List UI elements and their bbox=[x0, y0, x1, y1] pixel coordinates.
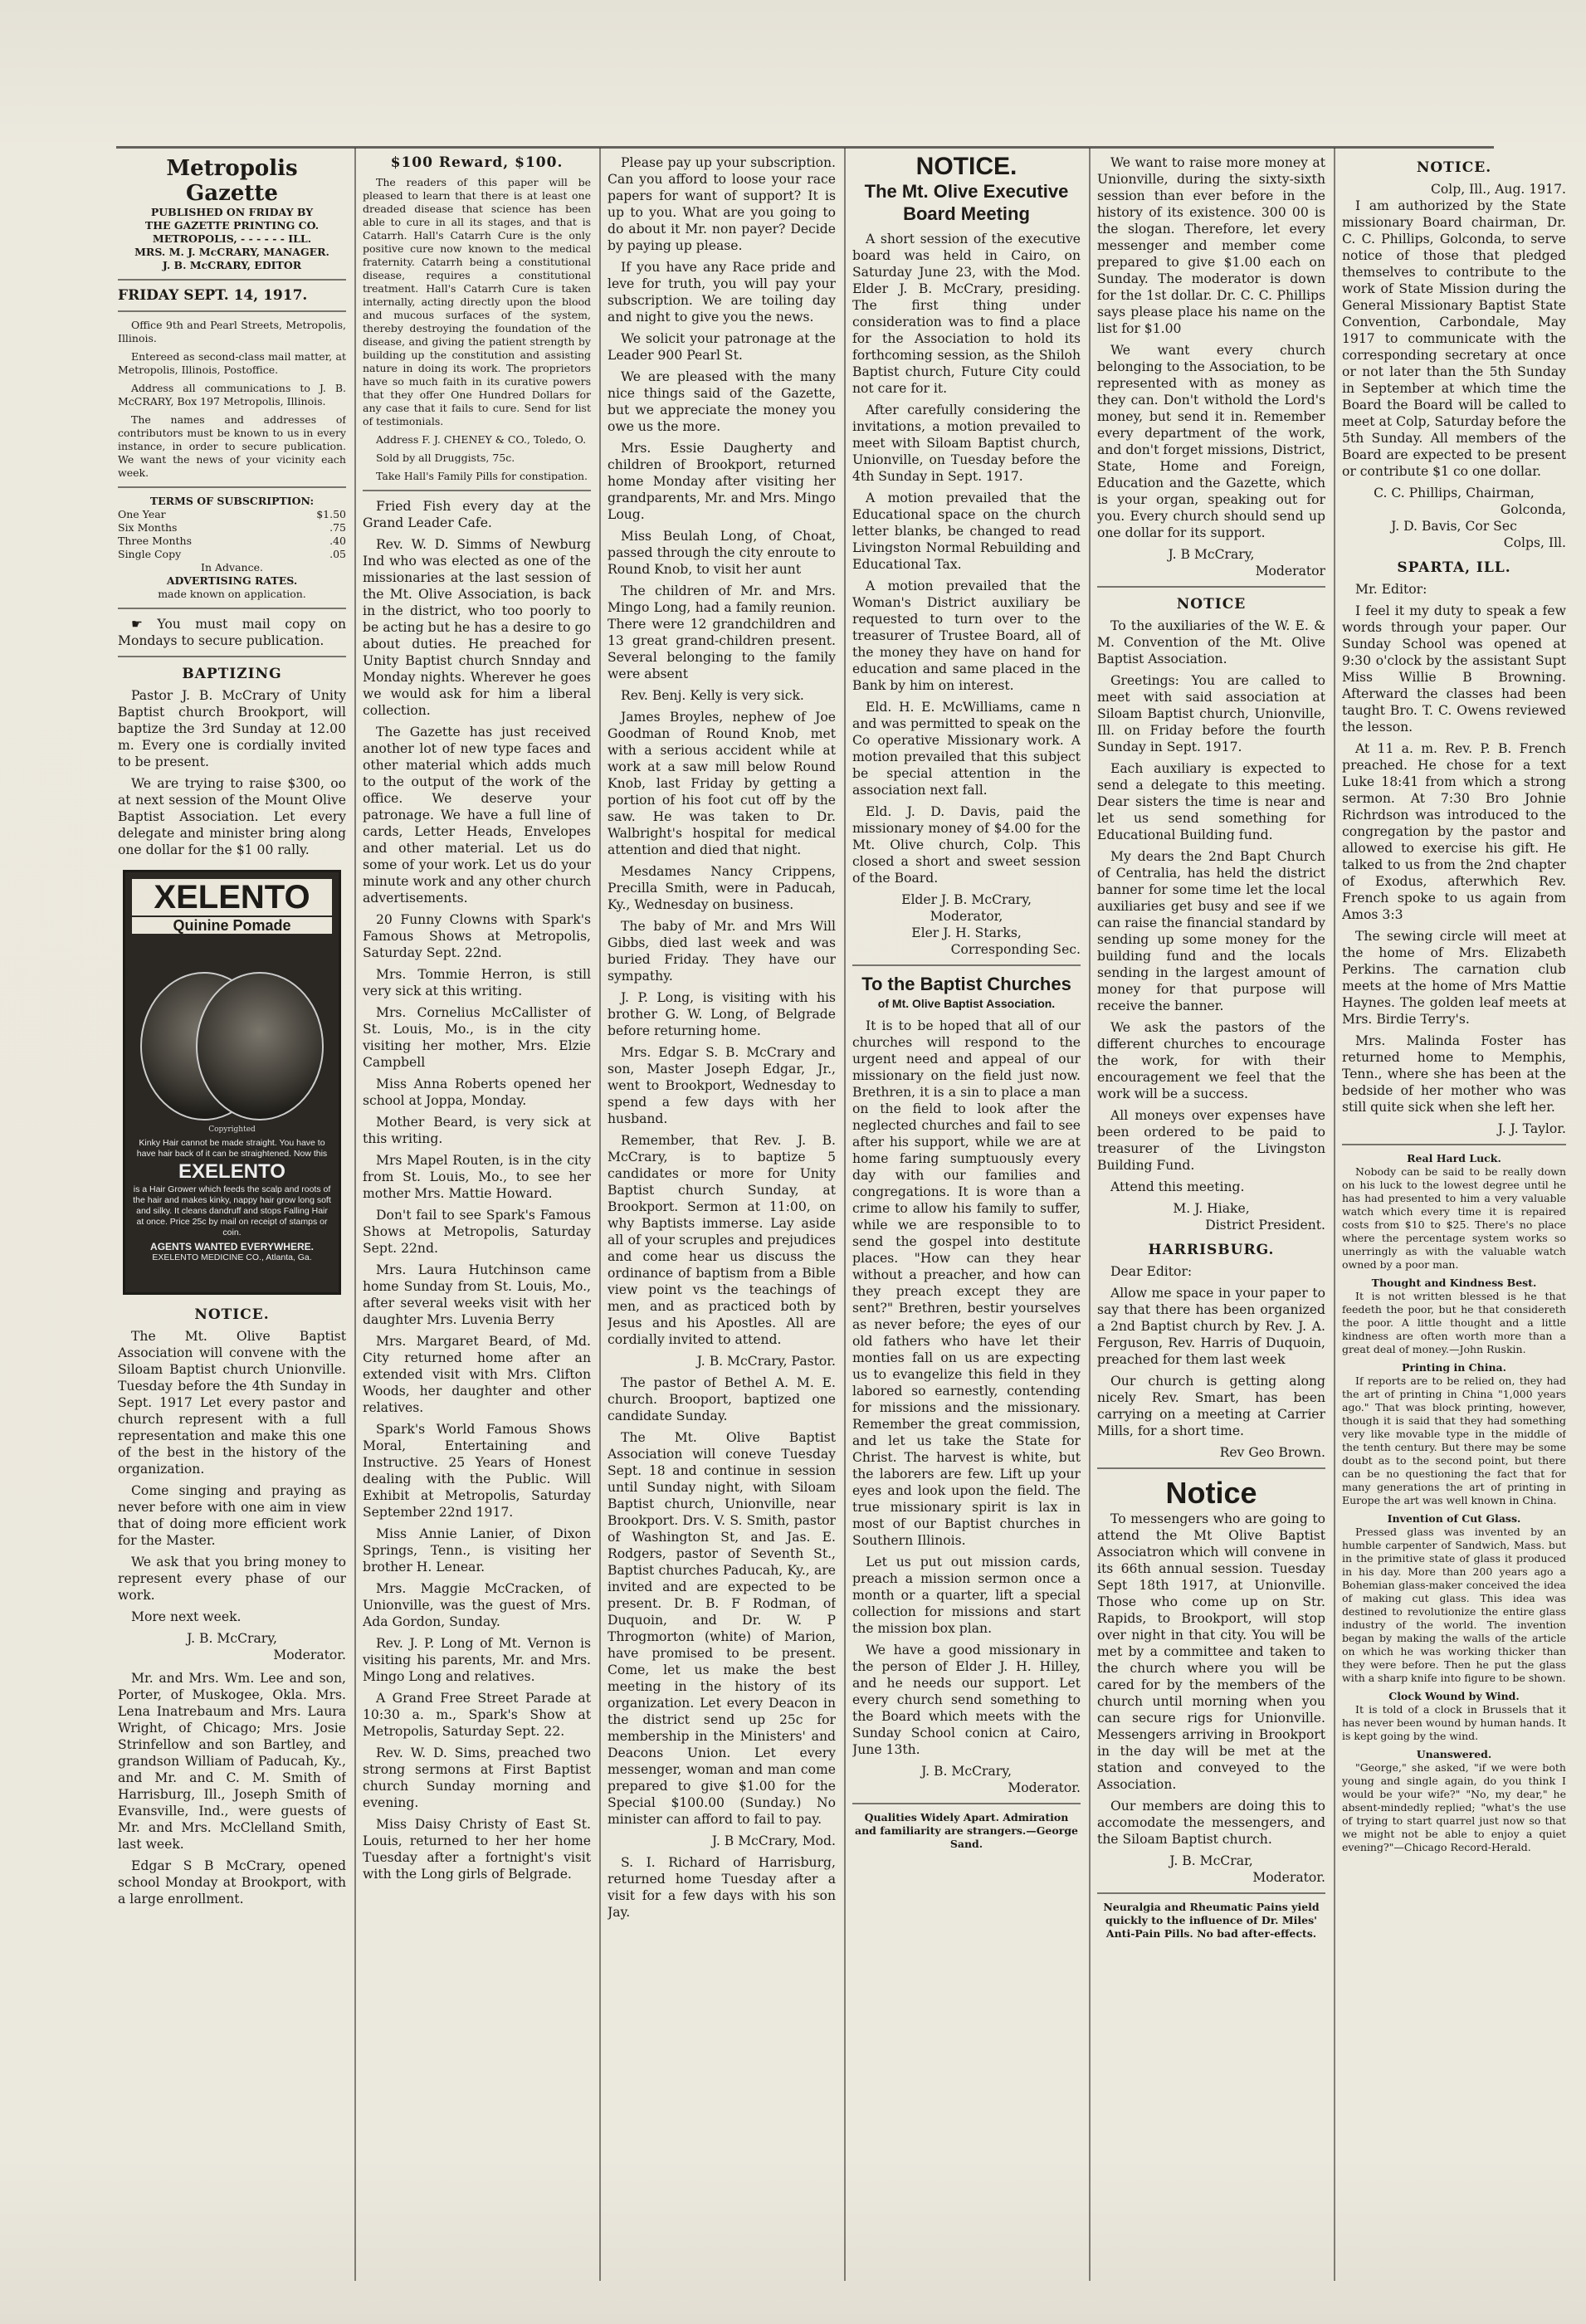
column-rule bbox=[599, 148, 601, 2281]
pointing-hand-icon: ☛ bbox=[131, 617, 158, 632]
quote: Qualities Widely Apart. Admiration and familiarity are strangers.—George Sand. bbox=[854, 1811, 1079, 1850]
paragraph: Miss Beulah Long, of Choat, passed through the city enroute to Round Knob, to visit her aunt bbox=[608, 529, 836, 577]
paragraph: Mrs. Maggie McCracken, of Unionville, was the guest of Mrs. Ada Gordon, Sunday. bbox=[363, 1581, 591, 1629]
paragraph: Sold by all Druggists, 75c. bbox=[376, 452, 515, 464]
divider bbox=[118, 486, 346, 488]
column-rule bbox=[354, 148, 356, 2281]
signature: Moderator. bbox=[273, 1648, 346, 1662]
dateline: Colp, Ill., Aug. 1917. bbox=[1430, 182, 1566, 197]
paragraph: We have a good missionary in the person of Elder J. H. Hilley, and he needs our support. Let every church send something to the Board which meets with the Sunday School conicn at Cairo, June 13th. bbox=[852, 1643, 1081, 1757]
notice-heading: NOTICE. bbox=[194, 1306, 270, 1323]
ad-company: EXELENTO MEDICINE CO., Atlanta, Ga. bbox=[152, 1252, 312, 1262]
terms-title: TERMS OF SUBSCRIPTION: bbox=[149, 495, 315, 507]
paragraph: Please pay up your subscription. Can you afford to loose your race papers for want of support? It is up to you. What are you going to do about it Mr. non payer? Decide by paying up please. bbox=[608, 155, 836, 253]
notice-heading: NOTICE bbox=[1176, 596, 1247, 613]
column-2 bbox=[363, 151, 591, 2276]
signature: J. B. McCrary, bbox=[187, 1631, 277, 1646]
reward-heading: $100 Reward, $100. bbox=[390, 154, 564, 171]
signature: Rev Geo Brown. bbox=[1219, 1445, 1325, 1460]
board-title-line2: Board Meeting bbox=[903, 203, 1030, 224]
masthead-line3: METROPOLIS, - - - - - - ILL. bbox=[152, 232, 312, 245]
paragraph: "George," she asked, "if we were both young and single again, do you think I would be your wife?" "No, my dear," he absent-mindedly replied; "what's the use of trying to start quarrel just now so that we might not be able to enjoy a quiet evening?"—Chicago Record-Herald. bbox=[1342, 1761, 1566, 1853]
paragraph: Edgar S B McCrary, opened school Monday at Brookport, with a large enrollment. bbox=[118, 1858, 346, 1907]
paragraph: It is to be hoped that all of our churches will respond to the urgent need and appeal of our missionary on the field just now. Brethren, it is a sin to place a man on the field to look after the neglected churches and fail to see after his support, while we are at home faring sumptuously every day with our families and congregations. It is wore than a crime to allow his family to suffer, while we are responsible to to send the gospel into destitute places. "How can they hear without a preacher, and how can they preach except they are sent?" Brethren, bestir yourselves as never before; the eyes of our old fathers who have let their monties fall on us are expecting us to evangelize this field in they labored so earnestly, contending for missions and the missionary. Remember the great commission, and let us take the State for Christ. The harvest is white, but the laborers are few. Lift up your eyes and look upon the field. The true missionary spirit is lax in most of our Baptist churches in Southern Illinois. bbox=[852, 1018, 1081, 1548]
signature: J. B. McCrary, bbox=[921, 1764, 1012, 1779]
column-rule bbox=[1089, 148, 1091, 2281]
column-3 bbox=[608, 151, 836, 2276]
xelento-advertisement bbox=[123, 870, 341, 1295]
paragraph: Mrs. Essie Daugherty and children of Brookport, returned home Monday after visiting her grandparents, Mr. and Mrs. Mingo Loug. bbox=[608, 441, 836, 522]
term-row: Six Months .75 bbox=[118, 521, 346, 534]
signature: Moderator bbox=[1255, 564, 1325, 579]
paragraph: Dear Editor: bbox=[1110, 1264, 1193, 1279]
contributors-note: The names and addresses of contributors must be known to us in every instance, in order to secure publication. We want the news of your vicinity each week. bbox=[118, 413, 346, 479]
paragraph: More next week. bbox=[131, 1609, 242, 1624]
paragraph: Mesdames Nancy Crippens, Precilla Smith, were in Paducah, Ky., Wednesday on business. bbox=[608, 864, 836, 912]
signature: M. J. Hiake, bbox=[1173, 1201, 1250, 1216]
baptist-churches-heading: To the Baptist Churches bbox=[861, 974, 1071, 994]
paragraph: Take Hall's Family Pills for constipation. bbox=[376, 470, 588, 482]
column-rule bbox=[844, 148, 846, 2281]
paragraph: Fried Fish every day at the Grand Leader Cafe. bbox=[363, 499, 591, 530]
paragraph: After carefully considering the invitations, a motion prevailed to meet with Siloam Baptist church, Unionville, on Tuesday before the 4th Sunday in Sept. 1917. bbox=[852, 403, 1081, 484]
top-rule bbox=[116, 146, 1494, 149]
ad-body: Kinky Hair cannot be made straight. You have to have hair back of it can be straightened. Now this EXELENTO is a Hair Grower which feeds the scalp and roots of the hair and makes kinky, nappy hair grow long soft and silky. It cleans dandruff and stops Falling Hair at once. Price 25c by mail on receipt of stamps or coin. AGENTS WANTED EVERYWHERE. EXELENTO MEDICINE CO., Atlanta, Ga. bbox=[133, 1138, 331, 1262]
signature: Eler J. H. Starks, bbox=[911, 925, 1022, 940]
paragraph: We solicit your patronage at the Leader 900 Pearl St. bbox=[608, 331, 836, 363]
paragraph: The Mt. Olive Baptist Association will convene with the Siloam Baptist church Unionville. Tuesday before the 4th Sunday in Sept. 1917 Let every pastor and church represent with a full representation and make this one of the best in the history of the organization. bbox=[118, 1329, 346, 1477]
paragraph: A Grand Free Street Parade at 10:30 a. m., Spark's Show at Metropolis, Saturday Sept. 22. bbox=[363, 1691, 591, 1739]
entered-note: Entereed as second-class mail matter, at Metropolis, Illinois, Postoffice. bbox=[118, 350, 346, 376]
paragraph: To messengers who are going to attend the Mt Olive Baptist Associatron which will convene in its 66th annual session. Tuesday Sept 18th 1917, at Unionville. Those who come up on Str. Rapids, to Brookport, will stop over night in that city. You will be met by a committee and taken to the church where you will be cared for by the members of the church until morning when you can secure rigs for Unionville. Messengers arriving in Brookport in the day will be met at the station and conveyed to the Association. bbox=[1097, 1511, 1325, 1792]
signature: Golconda, bbox=[1500, 502, 1566, 517]
paragraph: Don't fail to see Spark's Famous Shows at Metropolis, Saturday Sept. 22nd. bbox=[363, 1208, 591, 1256]
divider bbox=[1342, 1144, 1566, 1145]
baptist-churches-subheading: of Mt. Olive Baptist Association. bbox=[877, 997, 1056, 1010]
paragraph: Mr. and Mrs. Wm. Lee and son, Porter, of Muskogee, Okla. Mrs. Lena Inatrebaum and Mrs. Laura Wright, of Chicago; Mrs. Josie Strinfellow and son Bartley, and grandson William of Paducah, Ky., and Mr. and C. M. Smith of Harrisburg, Ill., Joseph Smith of Evansville, Ind., were guests of Mr. and Mrs. McClelland Smith, last week. bbox=[118, 1671, 346, 1852]
paragraph: James Broyles, nephew of Joe Goodman of Round Knob, met with a serious accident while at work at a saw mill below Round Knob, last Friday by getting a portion of his foot cut off by the saw. He was taken to Dr. Walbright's hospital for medical attention and died that night. bbox=[608, 710, 836, 857]
misc-heading: Unanswered. bbox=[1416, 1748, 1492, 1760]
paragraph: The children of Mr. and Mrs. Mingo Long, had a family reunion. There were 12 grandchildren and 13 great grand-children present. Several belonging to the family were absent bbox=[608, 583, 836, 681]
paragraph: Greetings: You are called to meet with said association at Siloam Baptist church, Unionville, Ill. on Friday before the fourth Sunday in Sept. 1917. bbox=[1097, 673, 1325, 754]
ad-logo: XELENTO bbox=[132, 879, 332, 915]
paragraph: Eld. J. D. Davis, paid the missionary money of $4.00 for the Mt. Olive church, Colp. This closed a short and sweet session of the Board. bbox=[852, 804, 1081, 886]
divider bbox=[118, 656, 346, 657]
divider bbox=[1097, 1467, 1325, 1469]
column-6 bbox=[1342, 151, 1566, 2276]
paragraph: Allow me space in your paper to say that there has been organized a 2nd Baptist church by Rev. J. A. Ferguson, Rev. Harris of Duquoin, preached for them last week bbox=[1097, 1286, 1325, 1367]
paragraph: Mrs Mapel Routen, is in the city from St. Louis, Mo., to see her mother Mrs. Mattie Howard. bbox=[363, 1153, 591, 1201]
notice-large-heading: Notice bbox=[1165, 1476, 1257, 1510]
paragraph: Miss Annie Lanier, of Dixon Springs, Tenn., is visiting her brother H. Lenear. bbox=[363, 1526, 591, 1575]
misc-heading: Clock Wound by Wind. bbox=[1388, 1690, 1520, 1702]
paragraph: A motion prevailed that the Educational space on the church letter blanks, be changed to read Livingston Normal Rebuilding and Educational Tax. bbox=[852, 491, 1081, 572]
signature: J. B. McCrary, Pastor. bbox=[696, 1354, 836, 1369]
divider bbox=[118, 608, 346, 609]
paragraph: We want every church belonging to the Association, to be represented with as money as they can. Don't withold the Lord's money, but send it in. Remember every department of the work, and don't forget missions, District, State, Home and Foreign, Education and the Gazette, which is your organ, speaking out for you. Every church should send up one dollar for its support. bbox=[1097, 343, 1325, 540]
paragraph: Let us put out mission cards, preach a mission sermon once a month or a quarter, lift a special collection for missions and start the mission box plan. bbox=[852, 1555, 1081, 1636]
divider bbox=[118, 310, 346, 312]
paragraph: Pressed glass was invented by an humble carpenter of Sandwich, Mass. but in the primitive state of glass it produced in his day. More than 200 years ago a Bohemian glass-maker conceived the idea of making cut glass. This idea was destined to revolutionize the entire glass industry of the world. The invention began by making the walls of the article on which he was working thicker than they were before. Then he put the glass with a sharp knife into figure to be shown. bbox=[1342, 1526, 1566, 1684]
paragraph: The sewing circle will meet at the home of Mrs. Elizabeth Perkins. The carnation club meets at the home of Mrs Mattie Haynes. The golden leaf meets at Mrs. Birdie Terry's. bbox=[1342, 929, 1566, 1027]
paragraph: All moneys over expenses have been ordered to be paid to treasurer of the Livingston Building Fund. bbox=[1097, 1108, 1325, 1173]
paragraph: Mr. Editor: bbox=[1355, 582, 1427, 597]
paragraph: Miss Anna Roberts opened her school at Joppa, Monday. bbox=[363, 1077, 591, 1108]
paragraph: A short session of the executive board was held in Cairo, on Saturday June 23, with the Mod. Elder J. B. McCrary, presiding. The first thing under consideration was to find a place for the Association to hold its forthcoming session, as the Shiloh Baptist church, Future City could not care for it. bbox=[852, 232, 1081, 396]
paragraph: Mrs. Cornelius McCallister of St. Louis, Mo., is in the city visiting her mother, Mrs. Elzie Campbell bbox=[363, 1005, 591, 1070]
paragraph: Rev. W. D. Simms of Newburg Ind who was elected as one of the missionaries at the last session of the Mt. Olive Association, is back in the district, who too poorly to be acting but he has a desire to go about duties. He preached for Unity Baptist church Snnday and Monday nights. Wherever he goes we would ask for him a liberal collection. bbox=[363, 537, 591, 718]
paragraph: Come singing and praying as never before with one aim in view that of doing more efficient work for the Master. bbox=[118, 1483, 346, 1548]
masthead-line1: PUBLISHED ON FRIDAY BY bbox=[150, 206, 314, 218]
paragraph: We ask that you bring money to represent every phase of our work. bbox=[118, 1555, 346, 1603]
paragraph: The readers of this paper will be pleased to learn that there is at least one dreaded disease that science has been able to cure in all its stages, and that is Catarrh. Hall's Catarrh Cure is the only positive cure now known to the medical fraternity. Catarrh being a constitutional disease, requires a constitutional treatment. Hall's Catarrh Cure is taken internally, acting directly upon the blood and mucous surfaces of the system, thereby destroying the foundation of the disease, and giving the patient strength by building up the constitution and assisting nature in doing its work. The proprietors have so much faith in its curative powers that they offer One Hundred Dollars for any case that it fails to cure. Send for list of testimonials. bbox=[363, 176, 591, 427]
paragraph: 20 Funny Clowns with Spark's Famous Shows at Metropolis, Saturday Sept. 22nd. bbox=[363, 912, 591, 960]
term-row: Single Copy .05 bbox=[118, 548, 346, 560]
paragraph: If you have any Race pride and leve for truth, you will pay your subscription. We are toiling day and night to give you the news. bbox=[608, 260, 836, 325]
paragraph: It is told of a clock in Brussels that it has never been wound by human hands. It is kept going by the wind. bbox=[1342, 1703, 1566, 1742]
masthead-title: Metropolis Gazette bbox=[166, 156, 298, 206]
paragraph: Attend this meeting. bbox=[1110, 1179, 1245, 1194]
paragraph: Eld. H. E. McWilliams, came n and was permitted to speak on the Co operative Missionary work. A motion prevailed that this subject be special attention in the association next fall. bbox=[852, 700, 1081, 798]
signature: Moderator. bbox=[1008, 1780, 1081, 1795]
signature: District President. bbox=[1205, 1218, 1325, 1233]
divider bbox=[118, 279, 346, 281]
signature: J. D. Bavis, Cor Sec bbox=[1391, 519, 1517, 534]
signature: Moderator, bbox=[930, 909, 1003, 924]
office-address: Office 9th and Pearl Streets, Metropolis, Illinois. bbox=[118, 319, 346, 344]
paragraph: Miss Daisy Christy of East St. Louis, returned to her her home Tuesday after a fortnight's visit with the Long girls of Belgrade. bbox=[363, 1817, 591, 1882]
terms-advance: In Advance. bbox=[201, 561, 263, 574]
signature: Elder J. B. McCrary, bbox=[901, 892, 1032, 907]
divider bbox=[1097, 1892, 1325, 1894]
paragraph: Rev. Benj. Kelly is very sick. bbox=[621, 688, 804, 703]
paragraph: S. I. Richard of Harrisburg, returned home Tuesday after a visit for a few days with his son Jay. bbox=[608, 1855, 836, 1920]
issue-date: FRIDAY SEPT. 14, 1917. bbox=[118, 287, 308, 304]
paragraph: Remember, that Rev. J. B. McCrary, is to baptize 5 candidates or more for Unity Baptist church Sunday, at Brookport. Sermon at 11:00, on why Baptists immerse. Lay aside all of your scruples and prejudices and come hear us discuss the ordinance of baptism from a Bible view point vs the teachings of men, and as practiced both by Jesus and his Apostles. All are cordially invited to attend. bbox=[608, 1133, 836, 1347]
notice-heading: NOTICE. bbox=[1416, 159, 1492, 176]
paragraph: A motion prevailed that the Woman's District auxiliary be requested to turn over to the treasurer of Trustee Board, all of the money they have on hand for education and same placed in the Bank by him on interest. bbox=[852, 579, 1081, 693]
column-1 bbox=[118, 151, 346, 2276]
harrisburg-heading: HARRISBURG. bbox=[1148, 1242, 1275, 1258]
paragraph: Pastor J. B. McCrary of Unity Baptist church Brookport, will baptize the 3rd Sunday at 12.00 m. Every one is cordially invited to be present. bbox=[118, 688, 346, 769]
paragraph: Rev. J. P. Long of Mt. Vernon is visiting his parents, Mr. and Mrs. Mingo Long and relatives. bbox=[363, 1636, 591, 1684]
divider bbox=[363, 490, 591, 491]
masthead-line2: THE GAZETTE PRINTING CO. bbox=[144, 219, 320, 232]
term-row: One Year $1.50 bbox=[118, 508, 346, 520]
misc-heading: Thought and Kindness Best. bbox=[1371, 1277, 1537, 1289]
signature: Corresponding Sec. bbox=[950, 942, 1081, 957]
divider bbox=[852, 964, 1081, 966]
paragraph: Mother Beard, is very sick at this writing. bbox=[363, 1115, 591, 1146]
paragraph: We ask the pastors of the different churches to encourage the work, for with their encouragement we feel that the work will be a success. bbox=[1097, 1020, 1325, 1101]
divider bbox=[852, 1803, 1081, 1804]
paragraph: J. P. Long, is visiting with his brother G. W. Long, of Belgrade before returning home. bbox=[608, 990, 836, 1038]
column-rule bbox=[1334, 148, 1335, 2281]
misc-heading: Invention of Cut Glass. bbox=[1387, 1512, 1521, 1525]
misc-heading: Printing in China. bbox=[1401, 1361, 1507, 1374]
ad-agents: AGENTS WANTED EVERYWHERE. bbox=[150, 1241, 314, 1252]
paragraph: Spark's World Famous Shows Moral, Entertaining and Instructive. 25 Years of Honest dealing with the Public. Will Exhibit at Metropolis, Saturday September 22nd 1917. bbox=[363, 1422, 591, 1520]
neuralgia-ad: Neuralgia and Rheumatic Pains yield quickly to the influence of Dr. Miles' Anti-Pain Pills. No bad after-effects. bbox=[1103, 1901, 1320, 1940]
paragraph: The baby of Mr. and Mrs Will Gibbs, died last week and was buried Friday. They have our sympathy. bbox=[608, 919, 836, 984]
sparta-heading: SPARTA, ILL. bbox=[1397, 559, 1511, 576]
signature: Moderator. bbox=[1252, 1870, 1325, 1885]
paragraph: The pastor of Bethel A. M. E. church. Brooport, baptized one candidate Sunday. bbox=[608, 1375, 836, 1423]
misc-heading: Real Hard Luck. bbox=[1407, 1152, 1501, 1164]
address-note: Address all communications to J. B. McCRARY, Box 197 Metropolis, Illinois. bbox=[118, 382, 346, 408]
paragraph: The Mt. Olive Baptist Association will coneve Tuesday Sept. 18 and continue in session until Sunday night, with Siloam Baptist church, Unionville, near Brookport. Drs. V. S. Smith, pastor of Washington St, and Jas. E. Rodgers, pastor of Seventh St., Baptist churches Paducah, Ky., are invited and are expected to be present. Dr. B. F Rodman, of Duquoin, and Dr. W. P Throgmorton (white) of Marion, have promised to be present. Come, let us make the best meeting in the history of its organization. Let every Deacon in the district send up 25c for membership in the Ministers' and Deacons Union. Let every messenger, woman and man come prepared to give $1.00 for the Special $100.00 (Sunday.) No minister can afford to fail to pay. bbox=[608, 1430, 836, 1827]
signature: J. B McCrary, bbox=[1168, 547, 1255, 562]
advertising-text: made known on application. bbox=[158, 588, 306, 600]
paragraph: Our church is getting along nicely Rev. Smart, has been carrying on a meeting at Carrier Mills, for a short time. bbox=[1097, 1374, 1325, 1438]
column-4 bbox=[852, 151, 1081, 2276]
paragraph: Mrs. Margaret Beard, of Md. City returned home after an extended visit with Mrs. Clifton Woods, her daughter and other relatives. bbox=[363, 1334, 591, 1415]
paragraph: At 11 a. m. Rev. P. B. French preached. He chose for a text Luke 18:41 from which a strong sermon. At 7:30 Bro Johnie Richrdson was introduced to the congregation by the pastor and allowed to exercise his gift. He talked to us from the 2nd chapter of Exodus, afterwhich Rev. French spoke to us again from Amos 3:3 bbox=[1342, 741, 1566, 922]
paragraph: To the auxiliaries of the W. E. & M. Convention of the Mt. Olive Baptist Association. bbox=[1097, 618, 1325, 666]
signature: J. B McCrary, Mod. bbox=[711, 1833, 836, 1848]
signature: Colps, Ill. bbox=[1503, 535, 1566, 550]
ad-brand: EXELENTO bbox=[178, 1160, 285, 1183]
board-title-line1: The Mt. Olive Executive bbox=[864, 181, 1069, 202]
mail-copy-note: ☛ You must mail copy on Mondays to secure publication. bbox=[118, 617, 346, 648]
paragraph: Address F. J. CHENEY & CO., Toledo, O. bbox=[376, 433, 587, 446]
paragraph: My dears the 2nd Bapt Church of Centralia, has held the district banner for some time let the local auxiliaries get busy and see if we can raise the financial standard by sending up some money for the building fund and the locals sending in the largest amount of money for that purpose will receive the banner. bbox=[1097, 849, 1325, 1013]
portrait-image bbox=[196, 972, 324, 1120]
paragraph: Rev. W. D. Sims, preached two strong sermons at First Baptist church Sunday morning and evening. bbox=[363, 1745, 591, 1810]
signature: C. C. Phillips, Chairman, bbox=[1374, 486, 1535, 500]
advertising-title: ADVERTISING RATES. bbox=[166, 574, 298, 587]
paragraph: We are trying to raise $300, oo at next session of the Mount Olive Baptist Association. Let every delegate and minister bring along one dollar for the $1 00 rally. bbox=[118, 776, 346, 857]
paragraph: Mrs. Tommie Herron, is still very sick at this writing. bbox=[363, 967, 591, 998]
column-5 bbox=[1097, 151, 1325, 2276]
paragraph: I feel it my duty to speak a few words through your paper. Our Sunday School was opened at 9:30 o'clock by the assistant Supt Miss Willie B Browning. Afterward the classes had been taught Bro. T. C. Owens reviewed the lesson. bbox=[1342, 603, 1566, 735]
paragraph: Our members are doing this to accomodate the messengers, and the Siloam Baptist church. bbox=[1097, 1799, 1325, 1847]
ad-subtitle: Quinine Pomade bbox=[132, 917, 332, 934]
paragraph: Mrs. Edgar S. B. McCrary and son, Master Joseph Edgar, Jr., went to Brookport, Wednesday to spend a few days with her husband. bbox=[608, 1045, 836, 1126]
divider bbox=[1097, 586, 1325, 588]
paragraph: I am authorized by the State missionary Board chairman, Dr. C. C. Phillips, Golconda, to serve notice of those that pledged themselves to contribute to the work of State Mission during the General Missionary Baptist State Convention, Carbondale, May 1917 to communicate with the corresponding secretary at once or not later than the 5th Sunday in September at which time the Board the Board will be called to meet at Colp, Saturday before the 5th Sunday. All members of the Board are expected to be present or contribute $1 co one dollar. bbox=[1342, 198, 1566, 479]
paragraph: We want to raise more money at Unionville, during the sixty-sixth session than ever before in the history of its existence. 300 00 is the slogan. Therefore, let every messenger and member come prepared to give $1.00 each on Sunday. The moderator is down for the 1st dollar. Dr. C. C. Phillips says please place his name on the list for $1.00 bbox=[1097, 155, 1325, 336]
paragraph: Mrs. Malinda Foster has returned home to Memphis, Tenn., where she has been at the bedside of her mother who was still quite sick when she left her. bbox=[1342, 1033, 1566, 1115]
signature: J. J. Taylor. bbox=[1497, 1121, 1566, 1136]
paragraph: Each auxiliary is expected to send a delegate to this meeting. Dear sisters the time is near and let us send something for Educational Building fund. bbox=[1097, 761, 1325, 842]
paragraph: It is not written blessed is he that feedeth the poor, but he that considereth the poor. A little thought and a little kindness are often worth more than a great deal of money.—John Ruskin. bbox=[1342, 1290, 1566, 1355]
paragraph: Nobody can be said to be really down on his luck to the lowest degree until he has had presented to him a very valuable watch which every time it is repaired costs from $10 to $25. There's no place where the percentage system works so unerringly as with the valuable watch owned by a poor man. bbox=[1342, 1165, 1566, 1271]
paragraph: Mrs. Laura Hutchinson came home Sunday from St. Louis, Mo., after several weeks visit with her daughter Mrs. Luvenia Berry bbox=[363, 1262, 591, 1327]
masthead-line4: MRS. M. J. McCRARY, MANAGER. bbox=[134, 246, 329, 258]
signature: J. B. McCrar, bbox=[1169, 1853, 1253, 1868]
masthead-line5: J. B. McCRARY, EDITOR bbox=[162, 259, 302, 271]
notice-heading: NOTICE. bbox=[915, 153, 1017, 180]
paragraph: We are pleased with the many nice things said of the Gazette, but we appreciate the money you owe us the more. bbox=[608, 369, 836, 434]
baptizing-heading: BAPTIZING bbox=[182, 666, 282, 682]
paragraph: If reports are to be relied on, they had the art of printing in China "1,000 years ago." That was block printing, however, though it is said that they had something very like movable type in the middle of the tenth century. But there may be some doubt as to the second point, but there can be no questioning the fact that for many generations the art of printing in Europe the art was well known in China. bbox=[1342, 1374, 1566, 1506]
paragraph: The Gazette has just received another lot of new type faces and other material which adds much to the output of the work of the office. We deserve your patronage. We have a full line of cards, Letter Heads, Envelopes and other material. Let us do some of your work. Let us do your minute work and any other church advertisements. bbox=[363, 725, 591, 906]
terms-table bbox=[118, 508, 346, 561]
term-row: Three Months .40 bbox=[118, 535, 346, 547]
ad-copyright: Copyrighted bbox=[208, 1125, 256, 1134]
